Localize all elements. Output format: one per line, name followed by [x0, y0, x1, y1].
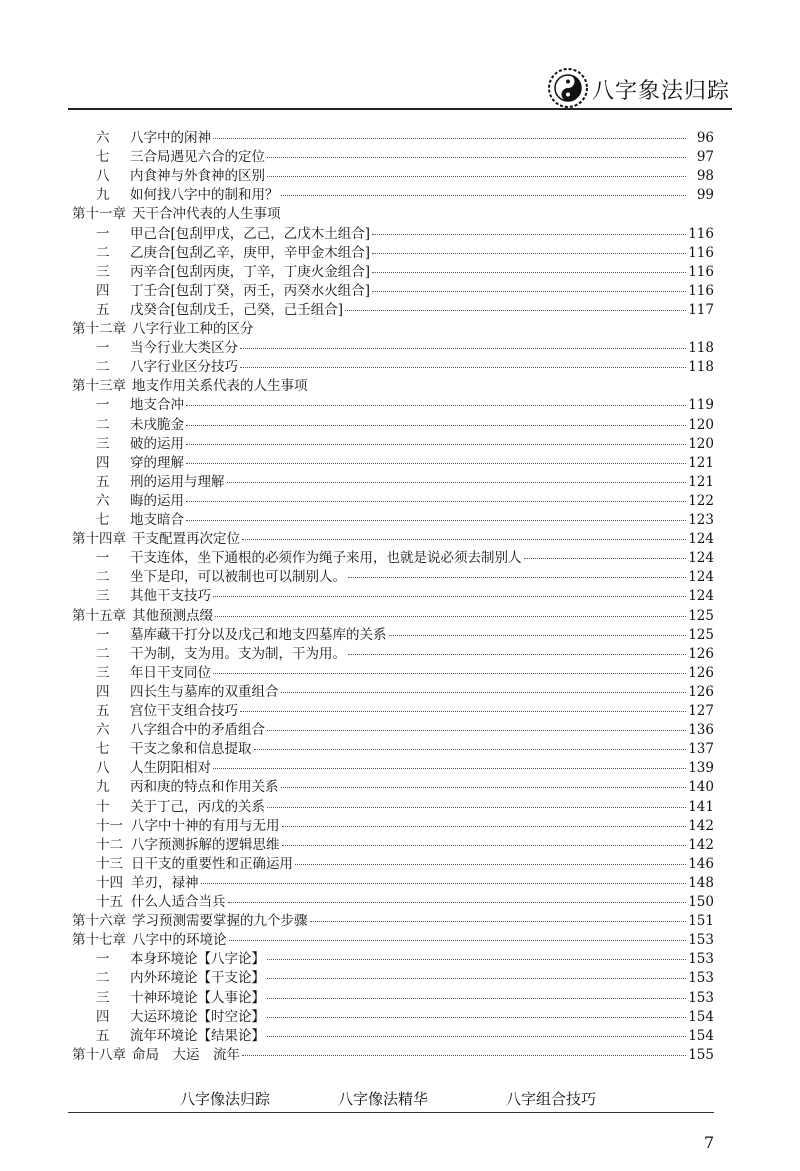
toc-page-number: 125	[688, 626, 714, 643]
yin-yang-logo-icon	[548, 68, 588, 108]
toc-page-number: 98	[696, 168, 714, 185]
toc-page-number: 136	[688, 722, 714, 739]
toc-chapter-row	[72, 909, 714, 929]
toc-title: 内外环境论【干支论】	[130, 970, 265, 987]
toc-leader-dots	[372, 291, 686, 292]
toc-number: 七	[96, 512, 110, 528]
toc-chapter-row	[72, 374, 714, 394]
toc-title: 四长生与墓库的双重组合	[130, 683, 279, 700]
toc-leader-dots	[295, 864, 686, 865]
toc-number: 六	[96, 492, 110, 509]
toc-title: 八字预测拆解的逻辑思维	[131, 836, 280, 853]
toc-title: 人生阴阳相对	[130, 760, 211, 777]
toc-leader-dots	[186, 425, 686, 426]
toc-number: 五	[96, 1027, 110, 1044]
toc-number: 九	[96, 779, 110, 796]
toc-section-row	[96, 680, 714, 700]
toc-section-row	[96, 661, 714, 681]
toc-number: 第十一章	[72, 206, 126, 223]
toc-title: 大运环境论【时空论】	[130, 1008, 265, 1025]
toc-leader-dots	[267, 1036, 686, 1037]
toc-page-number: 97	[696, 149, 714, 166]
toc-section-row	[96, 890, 714, 910]
header-title: 八字象法归踪	[592, 79, 731, 104]
toc-title: 八字行业区分技巧	[130, 359, 238, 376]
toc-page-number: 124	[688, 588, 714, 605]
toc-leader-dots	[267, 1017, 686, 1018]
toc-leader-dots	[228, 902, 687, 903]
toc-number: 第十四章	[72, 531, 126, 548]
toc-leader-dots	[310, 921, 687, 922]
toc-title: 命局 大运 流年	[132, 1046, 240, 1063]
toc-section-row	[96, 1005, 714, 1025]
toc-section-row	[96, 222, 714, 242]
toc-number: 二	[96, 416, 110, 433]
toc-number: 第十三章	[72, 378, 126, 395]
toc-chapter-row	[72, 604, 714, 624]
toc-section-row	[96, 814, 714, 834]
toc-number: 七	[96, 741, 110, 758]
toc-number: 十二	[96, 836, 123, 853]
toc-title: 干支配置再次定位	[132, 531, 240, 548]
toc-number: 五	[96, 473, 110, 490]
toc-number: 四	[96, 1008, 110, 1025]
toc-section-row	[96, 1024, 714, 1044]
toc-title: 戊癸合[包刮戊壬，己癸，己壬组合]	[130, 301, 344, 318]
toc-number: 一	[96, 550, 110, 567]
toc-title: 八字中十神的有用与无用	[131, 817, 280, 834]
toc-page-number: 125	[688, 607, 714, 624]
toc-number: 三	[96, 989, 110, 1006]
toc-section-row	[96, 260, 714, 280]
toc-section-row	[96, 508, 714, 528]
toc-section-row	[96, 355, 714, 375]
toc-leader-dots	[240, 367, 686, 368]
toc-page-number: 121	[688, 473, 714, 490]
toc-page-number: 118	[688, 340, 714, 357]
toc-title: 流年环境论【结果论】	[130, 1027, 265, 1044]
page-number: 7	[704, 1133, 715, 1152]
toc-leader-dots	[186, 501, 686, 502]
toc-section-row	[96, 756, 714, 776]
toc-section-row	[96, 966, 714, 986]
toc-page-number: 121	[688, 454, 714, 471]
toc-number: 二	[96, 244, 110, 261]
toc-number: 第十八章	[72, 1046, 126, 1063]
toc-leader-dots	[267, 998, 686, 999]
toc-page-number: 154	[688, 1027, 714, 1044]
toc-section-row	[96, 737, 714, 757]
toc-leader-dots	[348, 654, 686, 655]
toc-page-number: 140	[688, 779, 714, 796]
toc-title: 地支作用关系代表的人生事项	[132, 378, 308, 395]
toc-page-number: 154	[688, 1008, 714, 1025]
toc-number: 一	[96, 340, 110, 357]
toc-number: 十一	[96, 817, 123, 834]
toc-number: 二	[96, 569, 110, 586]
toc-page-number: 116	[688, 282, 714, 299]
toc-title: 墓库藏干打分以及戊己和地支四墓库的关系	[130, 626, 387, 643]
toc-page-number: 99	[696, 187, 714, 204]
toc-number: 一	[96, 225, 110, 242]
toc-title: 坐下是印，可以被制也可以制别人。	[130, 569, 346, 586]
toc-section-row	[96, 565, 714, 585]
toc-title: 晦的运用	[130, 492, 184, 509]
toc-leader-dots	[240, 711, 686, 712]
toc-leader-dots	[186, 520, 686, 521]
toc-number: 五	[96, 301, 110, 318]
toc-number: 六	[96, 722, 110, 739]
toc-section-row	[96, 642, 714, 662]
toc-title: 干支之象和信息提取	[130, 741, 252, 758]
toc-leader-dots	[372, 234, 686, 235]
toc-title: 干支连体，坐下通根的必须作为绳子来用，也就是说必须去制别人	[130, 550, 522, 567]
toc-number: 六	[96, 130, 110, 146]
toc-number: 九	[96, 187, 110, 204]
toc-title: 乙庚合[包刮乙辛，庚甲，辛甲金木组合]	[130, 244, 371, 261]
toc-number: 二	[96, 645, 110, 662]
toc-leader-dots	[186, 444, 686, 445]
toc-page-number: 126	[688, 645, 714, 662]
toc-title: 三合局遇见六合的定位	[130, 149, 265, 166]
toc-page-number: 116	[688, 244, 714, 261]
toc-title: 八字行业工种的区分	[132, 321, 254, 337]
toc-number: 第十七章	[72, 932, 126, 949]
toc-section-row	[96, 183, 714, 203]
toc-page-number: 141	[688, 798, 714, 815]
toc-title: 天干合冲代表的人生事项	[132, 206, 281, 223]
toc-title: 地支暗合	[130, 512, 184, 528]
toc-number: 四	[96, 454, 110, 471]
toc-number: 八	[96, 168, 110, 185]
toc-section-row	[96, 470, 714, 490]
toc-page-number: 120	[688, 416, 714, 433]
toc-page-number: 126	[688, 664, 714, 681]
toc-page-number: 153	[688, 970, 714, 987]
toc-leader-dots	[213, 673, 686, 674]
toc-number: 四	[96, 282, 110, 299]
toc-page-number: 155	[688, 1046, 714, 1063]
toc-title: 丁壬合[包刮丁癸，丙壬，丙癸水火组合]	[130, 282, 371, 299]
toc-page-number: 137	[688, 741, 714, 758]
toc-leader-dots	[267, 807, 686, 808]
toc-chapter-row	[72, 202, 714, 222]
toc-section-row	[96, 718, 714, 738]
toc-section-row	[96, 145, 714, 165]
toc-leader-dots	[281, 787, 687, 788]
toc-title: 未戌脆金	[130, 416, 184, 433]
toc-page-number: 124	[688, 569, 714, 586]
toc-leader-dots	[229, 940, 687, 941]
footer-book-title: 八字像法归踪	[180, 1090, 271, 1108]
toc-page-number: 118	[688, 359, 714, 376]
toc-chapter-row	[72, 527, 714, 547]
toc-leader-dots	[282, 826, 687, 827]
toc-section-row	[96, 584, 714, 604]
toc-leader-dots	[213, 596, 686, 597]
toc-title: 内食神与外食神的区别	[130, 168, 265, 185]
toc-title: 干为制，支为用。支为制，干为用。	[130, 645, 346, 662]
toc-leader-dots	[242, 539, 686, 540]
toc-number: 三	[96, 664, 110, 681]
toc-title: 八字中的环境论	[132, 932, 227, 949]
footer-book-title: 八字像法精华	[338, 1090, 429, 1108]
toc-number: 五	[96, 703, 110, 719]
toc-leader-dots	[282, 845, 687, 846]
toc-title: 本身环境论【八字论】	[130, 951, 265, 968]
toc-number: 八	[96, 760, 110, 777]
toc-page-number: 117	[688, 301, 714, 318]
toc-leader-dots	[389, 635, 687, 636]
toc-title: 八字组合中的矛盾组合	[130, 722, 265, 739]
toc-section-row	[96, 775, 714, 795]
toc-page-number: 153	[688, 951, 714, 968]
toc-section-row	[96, 546, 714, 566]
toc-number: 十四	[96, 874, 123, 891]
toc-leader-dots	[267, 959, 686, 960]
toc-leader-dots	[281, 692, 687, 693]
toc-section-row	[96, 986, 714, 1006]
toc-page-number: 127	[688, 703, 714, 719]
toc-section-row	[96, 489, 714, 509]
toc-leader-dots	[267, 176, 686, 177]
toc-section-row	[96, 852, 714, 872]
toc-number: 三	[96, 588, 110, 605]
toc-page-number: 116	[688, 225, 714, 242]
toc-title: 穿的理解	[130, 454, 184, 471]
toc-leader-dots	[372, 272, 686, 273]
toc-number: 第十六章	[72, 913, 126, 930]
toc-page-number: 124	[688, 550, 714, 567]
toc-page-number: 139	[688, 760, 714, 777]
toc-number: 四	[96, 683, 110, 700]
toc-chapter-row	[72, 317, 714, 337]
toc-number: 二	[96, 970, 110, 987]
toc-number: 第十二章	[72, 321, 126, 337]
toc-leader-dots	[281, 195, 687, 196]
toc-title: 羊刃，禄神	[131, 874, 199, 891]
toc-title: 如何找八字中的制和用？	[130, 187, 279, 204]
toc-page-number: 142	[688, 836, 714, 853]
toc-title: 丙和庚的特点和作用关系	[130, 779, 279, 796]
toc-leader-dots	[240, 348, 686, 349]
toc-leader-dots	[213, 138, 686, 139]
toc-page-number: 96	[696, 130, 714, 146]
toc-title: 八字中的闲神	[130, 130, 211, 146]
toc-number: 第十五章	[72, 607, 126, 624]
toc-section-row	[96, 451, 714, 471]
toc-leader-dots	[267, 978, 686, 979]
toc-page-number: 119	[688, 397, 714, 414]
toc-section-row	[96, 623, 714, 643]
toc-page-number: 142	[688, 817, 714, 834]
toc-number: 一	[96, 951, 110, 968]
toc-leader-dots	[345, 310, 686, 311]
toc-page-number: 120	[688, 435, 714, 452]
toc-title: 十神环境论【人事论】	[130, 989, 265, 1006]
toc-page-number: 151	[688, 913, 714, 930]
toc-leader-dots	[267, 730, 686, 731]
toc-chapter-row	[72, 1043, 714, 1063]
toc-leader-dots	[348, 577, 686, 578]
toc-leader-dots	[213, 768, 686, 769]
toc-number: 二	[96, 359, 110, 376]
toc-leader-dots	[242, 1055, 686, 1056]
footer-book-title: 八字组合技巧	[506, 1090, 597, 1108]
toc-section-row	[96, 871, 714, 891]
toc-section-row	[96, 833, 714, 853]
toc-leader-dots	[201, 883, 687, 884]
toc-leader-dots	[186, 405, 686, 406]
toc-title: 年日干支同位	[130, 664, 211, 681]
toc-number: 十三	[96, 855, 123, 872]
toc-section-row	[96, 393, 714, 413]
toc-title: 宫位干支组合技巧	[130, 703, 238, 719]
toc-page-number: 148	[688, 874, 714, 891]
toc-number: 一	[96, 626, 110, 643]
toc-page-number: 126	[688, 683, 714, 700]
toc-leader-dots	[254, 749, 687, 750]
toc-section-row	[96, 336, 714, 356]
toc-page-number: 153	[688, 989, 714, 1006]
toc-number: 七	[96, 149, 110, 166]
toc-section-row	[96, 279, 714, 299]
toc-number: 三	[96, 435, 110, 452]
toc-section-row	[96, 413, 714, 433]
toc-title: 丙辛合[包刮丙庚，丁辛，丁庚火金组合]	[130, 263, 371, 280]
footer-rule	[68, 1112, 714, 1113]
toc-number: 三	[96, 263, 110, 280]
toc-leader-dots	[372, 253, 686, 254]
toc-title: 地支合冲	[130, 397, 184, 414]
toc-section-row	[96, 699, 714, 719]
toc-title: 甲己合[包刮甲戊，乙己，乙戊木土组合]	[130, 225, 371, 242]
toc-page-number: 123	[688, 512, 714, 528]
toc-chapter-row	[72, 928, 714, 948]
toc-section-row	[96, 795, 714, 815]
toc-section-row	[96, 126, 714, 146]
toc-section-row	[96, 298, 714, 318]
toc-page-number: 146	[688, 855, 714, 872]
toc-page-number: 150	[688, 894, 714, 910]
toc-section-row	[96, 241, 714, 261]
toc-title: 其他干支技巧	[130, 588, 211, 605]
toc-number: 十五	[96, 894, 123, 910]
toc-leader-dots	[227, 482, 687, 483]
toc-title: 当今行业大类区分	[130, 340, 238, 357]
toc-title: 关于丁己，丙戊的关系	[130, 798, 265, 815]
toc-section-row	[96, 164, 714, 184]
toc-title: 日干支的重要性和正确运用	[131, 855, 293, 872]
toc-page-number: 122	[688, 492, 714, 509]
header-rule	[68, 108, 732, 110]
toc-leader-dots	[186, 463, 686, 464]
toc-page-number: 116	[688, 263, 714, 280]
toc-title: 学习预测需要掌握的九个步骤	[132, 913, 308, 930]
toc-section-row	[96, 432, 714, 452]
toc-number: 十	[96, 798, 110, 815]
toc-title: 什么人适合当兵	[131, 894, 226, 910]
toc-leader-dots	[524, 558, 687, 559]
toc-title: 其他预测点缀	[132, 607, 213, 624]
toc-section-row	[96, 947, 714, 967]
toc-page-number: 153	[688, 932, 714, 949]
toc-title: 刑的运用与理解	[130, 473, 225, 490]
page-header	[0, 0, 800, 115]
toc-number: 一	[96, 397, 110, 414]
toc-leader-dots	[215, 616, 686, 617]
toc-page-number: 124	[688, 531, 714, 548]
toc-leader-dots	[267, 157, 686, 158]
toc-title: 破的运用	[130, 435, 184, 452]
